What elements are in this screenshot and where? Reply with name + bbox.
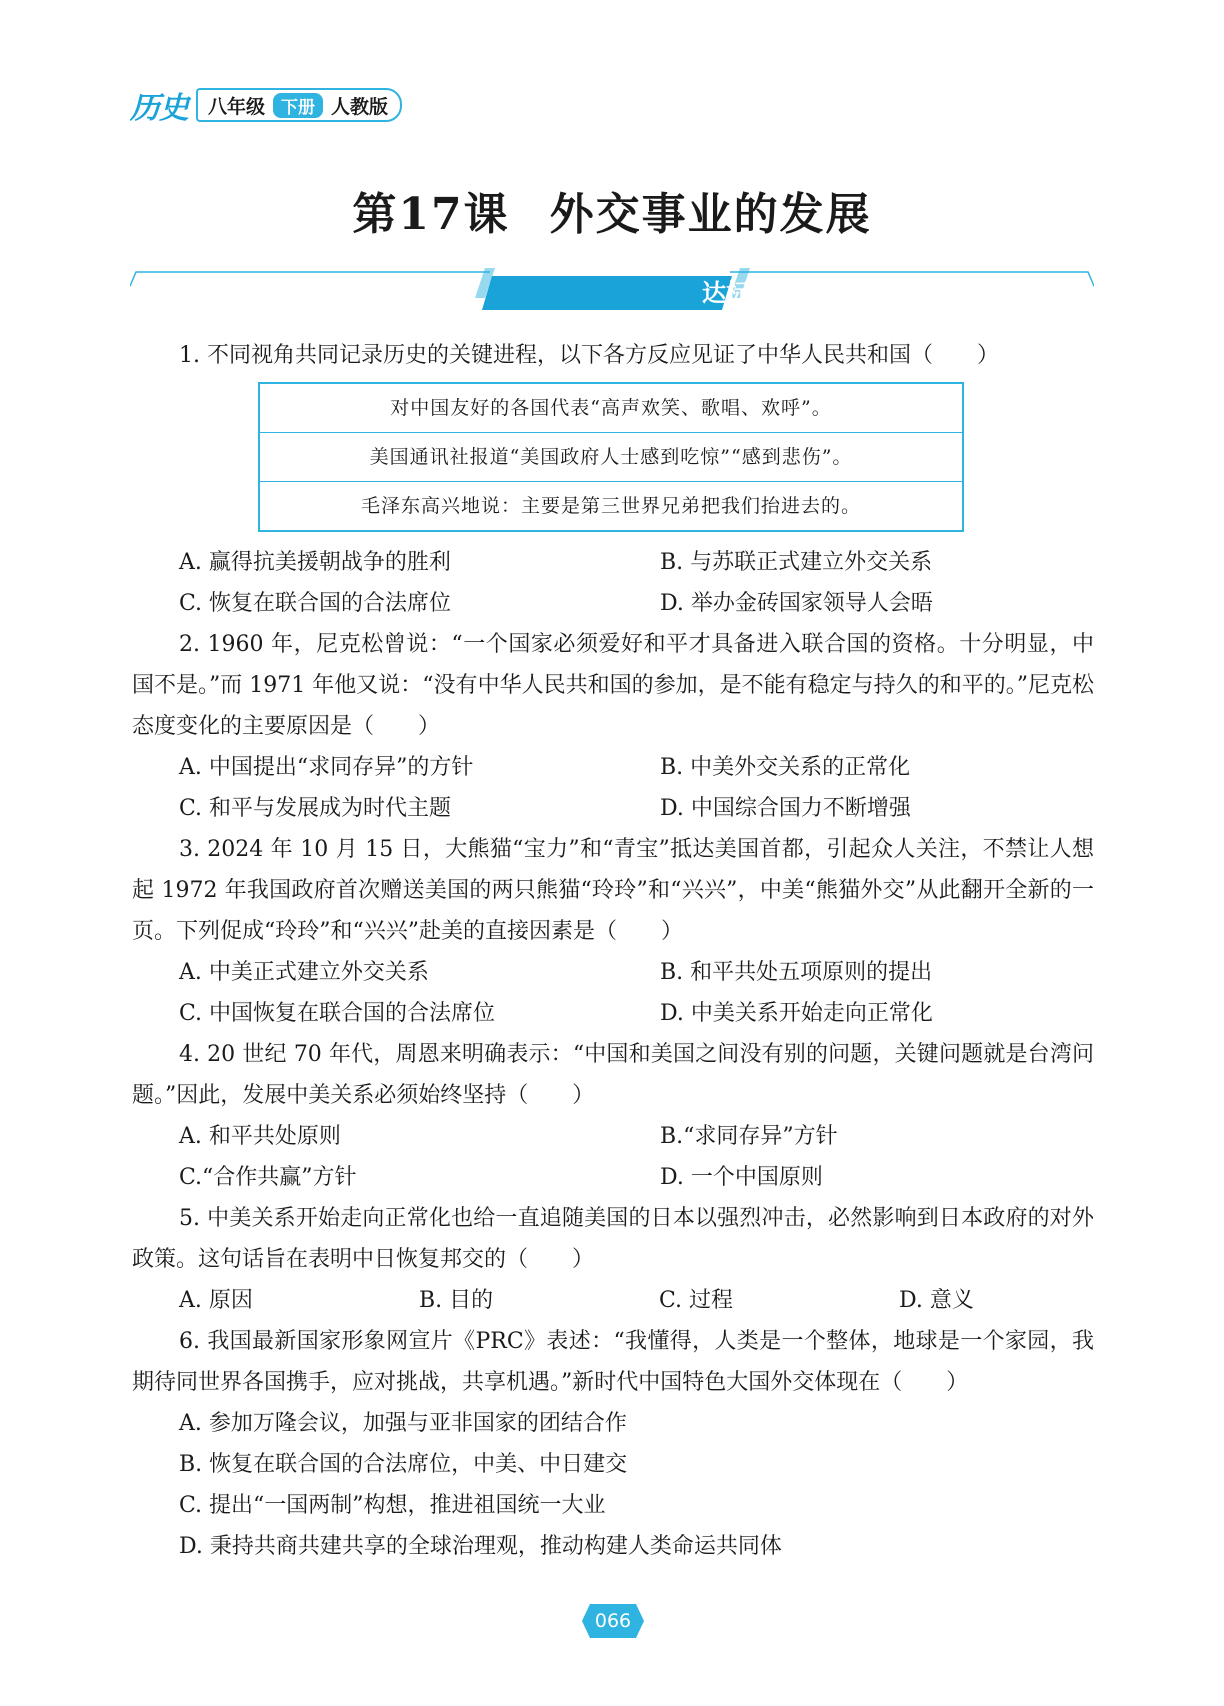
book-logo: 历史 xyxy=(130,91,188,126)
option-a: A. 中美正式建立外交关系 xyxy=(179,960,429,985)
option-c: C. 恢复在联合国的合法席位 xyxy=(179,591,452,616)
option-d: D. 意义 xyxy=(899,1288,974,1313)
section-title: 达标闯关 xyxy=(702,279,798,307)
question-6-options xyxy=(132,1403,1094,1567)
option-c: C. 过程 xyxy=(659,1288,734,1313)
option-d: D. 举办金砖国家领导人会晤 xyxy=(660,591,933,616)
question-4-options xyxy=(132,1116,1094,1198)
volume-label: 下册 xyxy=(273,93,323,118)
question-2-stem: 2. 1960 年，尼克松曾说：“一个国家必须爱好和平才具备进入联合国的资格。十分明显，中国不是。”而 1971 年他又说：“没有中华人民共和国的参加，是不能有稳定与持久的和平的。”尼克松态度变化的主要原因是（ ） xyxy=(132,632,1094,739)
question-3-options xyxy=(132,952,1094,1034)
option-d: D. 中美关系开始走向正常化 xyxy=(660,1001,933,1026)
lesson-number: 第17课 xyxy=(352,189,510,240)
lesson-title xyxy=(0,178,1224,242)
option-b: B. 与苏联正式建立外交关系 xyxy=(660,550,933,575)
quote-row: 对中国友好的各国代表“高声欢笑、歌唱、欢呼”。 xyxy=(390,396,832,419)
option-c: C. 中国恢复在联合国的合法席位 xyxy=(179,1001,496,1026)
question-1-options xyxy=(132,542,1094,624)
option-b: B. 目的 xyxy=(419,1288,494,1313)
option-a: A. 参加万隆会议，加强与亚非国家的团结合作 xyxy=(179,1411,627,1436)
option-d: D. 中国综合国力不断增强 xyxy=(660,796,911,821)
option-c: C.“合作共赢”方针 xyxy=(179,1165,357,1190)
question-4-stem: 4. 20 世纪 70 年代，周恩来明确表示：“中国和美国之间没有别的问题，关键问题就是台湾问题。”因此，发展中美关系必须始终坚持（ ） xyxy=(132,1042,1094,1108)
page-number-badge xyxy=(582,1604,644,1638)
page-number: 066 xyxy=(594,1610,632,1632)
option-d: D. 秉持共商共建共享的全球治理观，推动构建人类命运共同体 xyxy=(179,1534,782,1559)
option-a: A. 赢得抗美援朝战争的胜利 xyxy=(179,550,451,575)
grade-label: 八年级 xyxy=(208,95,266,118)
quote-row: 美国通讯社报道“美国政府人士感到吃惊”“感到悲伤”。 xyxy=(259,433,963,482)
quote-row: 毛泽东高兴地说：主要是第三世界兄弟把我们抬进去的。 xyxy=(259,482,963,532)
question-1-quote-table xyxy=(258,382,964,532)
option-c: C. 和平与发展成为时代主题 xyxy=(179,796,452,821)
question-2-options xyxy=(132,747,1094,829)
book-header xyxy=(130,85,402,125)
option-a: A. 和平共处原则 xyxy=(179,1124,341,1149)
section-banner-decoration xyxy=(130,268,1094,318)
edition-label: 人教版 xyxy=(331,95,389,118)
option-d: D. 一个中国原则 xyxy=(660,1165,823,1190)
question-3-stem: 3. 2024 年 10 月 15 日，大熊猫“宝力”和“青宝”抵达美国首都，引起众人关注，不禁让人想起 1972 年我国政府首次赠送美国的两只熊猫“玲玲”和“兴兴”，中美“熊猫外交”从此翻开全新的一页。下列促成“玲玲”和“兴兴”赴美的直接因素是（ ） xyxy=(132,837,1094,944)
grade-badge xyxy=(196,88,402,122)
question-list xyxy=(132,335,1094,1567)
option-b: B. 中美外交关系的正常化 xyxy=(660,755,911,780)
option-a: A. 原因 xyxy=(179,1288,253,1313)
question-5-stem: 5. 中美关系开始走向正常化也给一直追随美国的日本以强烈冲击，必然影响到日本政府的对外政策。这句话旨在表明中日恢复邦交的（ ） xyxy=(132,1206,1094,1272)
question-6-stem: 6. 我国最新国家形象网宣片《PRC》表述：“我懂得，人类是一个整体，地球是一个家园，我期待同世界各国携手，应对挑战，共享机遇。”新时代中国特色大国外交体现在（ ） xyxy=(132,1329,1094,1395)
question-5-options xyxy=(132,1280,1094,1321)
lesson-name: 外交事业的发展 xyxy=(549,189,872,240)
option-b: B.“求同存异”方针 xyxy=(660,1124,838,1149)
option-b: B. 和平共处五项原则的提出 xyxy=(660,960,933,985)
question-1-stem: 1. 不同视角共同记录历史的关键进程，以下各方反应见证了中华人民共和国（ ） xyxy=(179,343,999,368)
option-c: C. 提出“一国两制”构想，推进祖国统一大业 xyxy=(179,1493,606,1518)
option-a: A. 中国提出“求同存异”的方针 xyxy=(179,755,474,780)
section-banner xyxy=(130,268,1094,318)
option-b: B. 恢复在联合国的合法席位，中美、中日建交 xyxy=(179,1452,628,1477)
